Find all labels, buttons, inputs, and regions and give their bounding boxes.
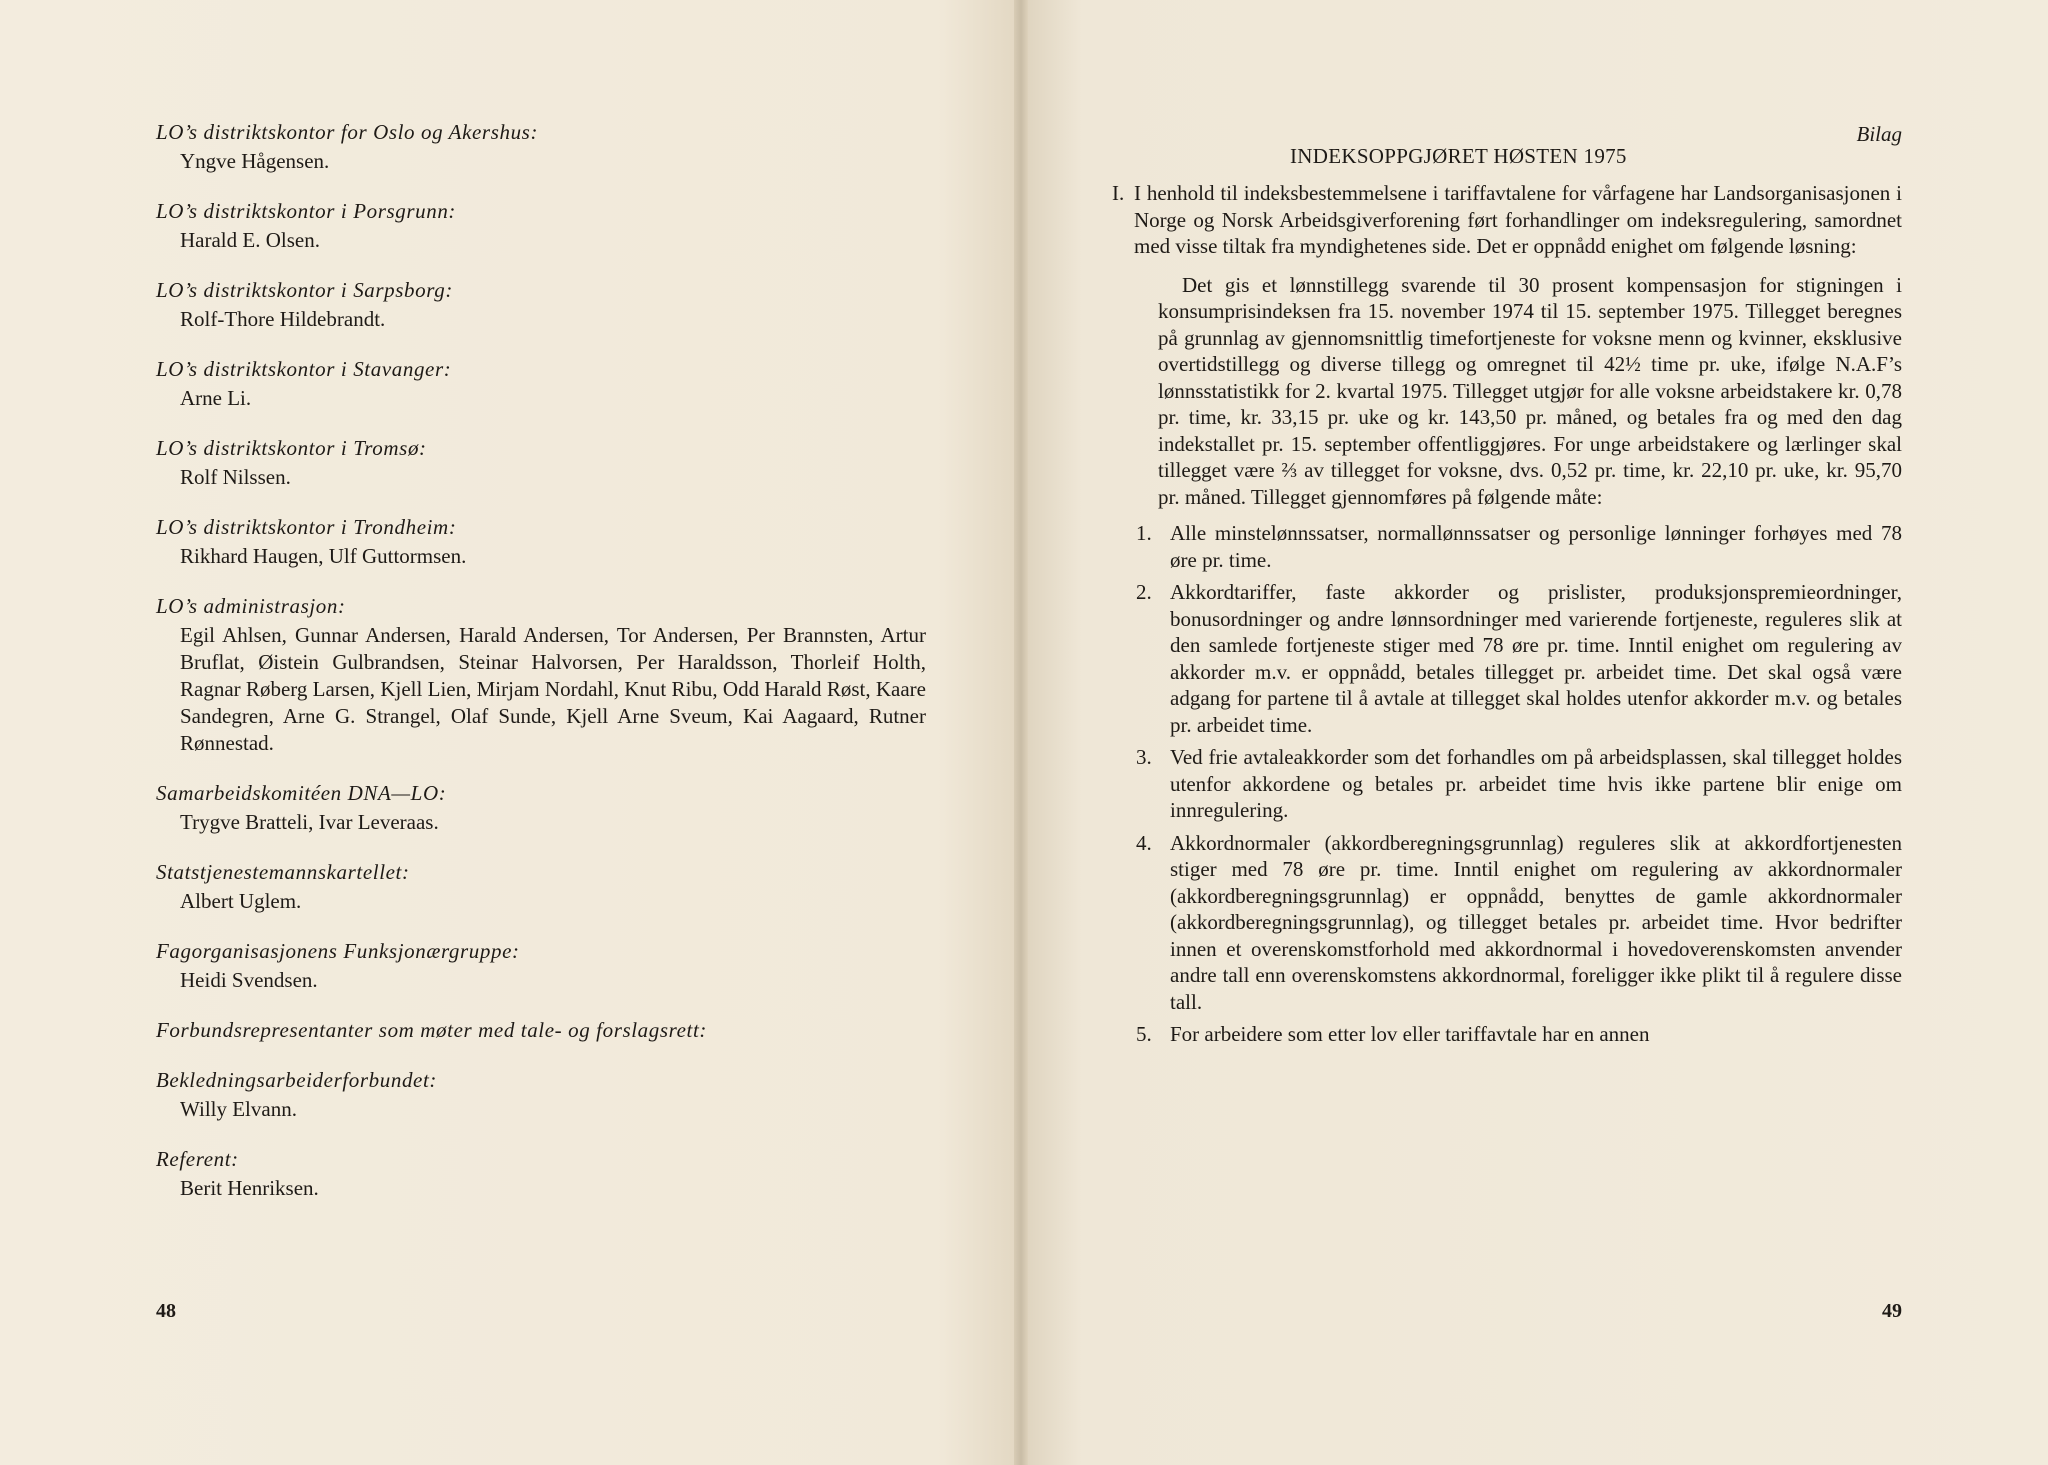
- entry-names: Rikhard Haugen, Ulf Guttormsen.: [180, 544, 467, 568]
- entry-names: Yngve Hågensen.: [180, 149, 330, 173]
- item-number: 4.: [1136, 830, 1152, 855]
- entry-names: Heidi Svendsen.: [180, 968, 318, 992]
- entry-names: Trygve Bratteli, Ivar Leveraas.: [180, 810, 439, 834]
- numbered-list: [1136, 520, 1902, 1048]
- list-entry: [156, 937, 926, 994]
- list-item: [1136, 830, 1902, 1016]
- intro-text: I henhold til indeksbestemmelsene i tariffavtalene for vårfagene har Landsorganisasjonen i Norge og Norsk Arbeidsgiverforening ført forhandlinger om indeksregulering, samordnet med visse tiltak fra myndighetenes side. Det er oppnådd enighet om følgende løsning:: [1134, 181, 1902, 258]
- entry-heading: Forbundsrepresentanter som møter med tale- og forslagsrett:: [156, 1018, 708, 1042]
- appendix-label: Bilag: [1856, 122, 1902, 146]
- entry-heading: LO’s distriktskontor i Sarpsborg:: [156, 278, 453, 302]
- entry-names: Willy Elvann.: [180, 1097, 297, 1121]
- item-text: Akkordtariffer, faste akkorder og prislister, produksjonspremieordninger, bonusordninger og andre lønnsordninger med varierende fortjeneste, reguleres slik at den samlede fortjeneste stiger med 78 øre pr. time. Inntil enighet om regulering av akkorder m.v. er oppnådd, betales tillegget pr. arbeidet time. Det skal også være adgang for partene til å avtale at tillegget skal holdes utenfor akkorder m.v. og betales pr. arbeidet time.: [1170, 580, 1902, 737]
- entry-names: Arne Li.: [180, 386, 252, 410]
- item-number: 3.: [1136, 745, 1152, 769]
- entry-heading: Statstjenestemannskartellet:: [156, 860, 410, 884]
- list-entry: [156, 1145, 926, 1202]
- page-number-left: 48: [156, 1300, 176, 1322]
- list-entry: [156, 197, 926, 254]
- list-entry: [156, 592, 926, 757]
- intro-paragraph: [1112, 180, 1902, 260]
- section-mark: I.: [1112, 181, 1125, 205]
- list-entry: [156, 779, 926, 836]
- left-page: [0, 0, 1020, 1465]
- agreement-text: [1112, 180, 1902, 1054]
- list-entry: [156, 1016, 926, 1044]
- list-entry: [156, 1066, 926, 1123]
- item-text: Alle minstelønnssatser, normallønnssatser og personlige lønninger forhøyes med 78 øre pr. time.: [1170, 521, 1902, 572]
- entry-heading: Fagorganisasjonens Funksjonærgruppe:: [156, 939, 520, 963]
- document-title: INDEKSOPPGJØRET HØSTEN 1975: [1290, 144, 1627, 168]
- list-entry: [156, 858, 926, 915]
- item-number: 5.: [1136, 1022, 1152, 1046]
- entry-heading: Bekledningsarbeiderforbundet:: [156, 1068, 438, 1092]
- list-item: [1136, 1021, 1902, 1048]
- item-number: 1.: [1136, 521, 1152, 545]
- right-page: [1020, 0, 2048, 1465]
- item-text: Ved frie avtaleakkorder som det forhandles om på arbeidsplassen, skal tillegget holdes utenfor akkordene og betales pr. arbeidet time hvis ikke partene blir enige om innregulering.: [1170, 745, 1902, 822]
- list-entry: [156, 434, 926, 491]
- entry-heading: LO’s distriktskontor i Tromsø:: [156, 436, 427, 460]
- entry-names: Albert Uglem.: [180, 889, 302, 913]
- page-number-right: 49: [1882, 1300, 1902, 1322]
- item-text: Akkordnormaler (akkordberegningsgrunnlag) reguleres slik at akkordfortjenesten stiger med 78 øre pr. time. Inntil enighet om regulering av akkordnormaler (akkordberegningsgrunnlag) er oppnådd, benyttes de gamle akkordnormaler (akkordberegningsgrunnlag), og tillegget betales pr. arbeidet time. Hvor bedrifter innen et overenskomstforhold med akkordnormal i hovedoverenskomsten anvender andre tall enn overenskomstens akkordnormal, foreligger ikke plikt til å regulere disse tall.: [1170, 830, 1902, 1014]
- entry-heading: LO’s distriktskontor for Oslo og Akershus:: [156, 120, 539, 144]
- entry-names: Rolf-Thore Hildebrandt.: [180, 307, 386, 331]
- entry-heading: LO’s distriktskontor i Porsgrunn:: [156, 199, 457, 223]
- list-item: [1136, 579, 1902, 738]
- entry-names: Egil Ahlsen, Gunnar Andersen, Harald Andersen, Tor Andersen, Per Brannsten, Artur Bruflat, Øistein Gulbrandsen, Steinar Halvorsen, Per Haraldsson, Thorleif Holth, Ragnar Røberg Larsen, Kjell Lien, Mirjam Nordahl, Knut Ribu, Odd Harald Røst, Kaare Sandegren, Arne G. Strangel, Olaf Sunde, Kjell Arne Sveum, Kai Aagaard, Rutner Rønnestad.: [180, 623, 926, 755]
- list-item: [1136, 744, 1902, 824]
- main-paragraph: Det gis et lønnstillegg svarende til 30 prosent kompensasjon for stigningen i konsumprisindeksen fra 15. november 1974 til 15. september 1975. Tillegget beregnes på grunnlag av gjennomsnittlig timefortjeneste for voksne menn og kvinner, eksklusive overtidstillegg og diverse tillegg og omregnet til 42½ time pr. uke, ifølge N.A.F’s lønnsstatistikk for 2. kvartal 1975. Tillegget utgjør for alle voksne arbeidstakere kr. 0,78 pr. time, kr. 33,15 pr. uke og kr. 143,50 pr. måned, og betales fra og med den dag indekstallet pr. 15. september offentliggjøres. For unge arbeidstakere og lærlinger skal tillegget være ⅔ av tillegget for voksne, dvs. 0,52 pr. time, kr. 22,10 pr. uke, kr. 95,70 pr. måned. Tillegget gjennomføres på følgende måte:: [1158, 272, 1902, 509]
- entry-heading: LO’s administrasjon:: [156, 594, 346, 618]
- list-entry: [156, 118, 926, 175]
- entry-names: Rolf Nilssen.: [180, 465, 291, 489]
- book-gutter: [1014, 0, 1028, 1465]
- entry-names: Berit Henriksen.: [180, 1176, 319, 1200]
- entry-heading: Referent:: [156, 1147, 239, 1171]
- list-entry: [156, 276, 926, 333]
- list-item: [1136, 520, 1902, 573]
- entry-heading: LO’s distriktskontor i Trondheim:: [156, 515, 457, 539]
- item-text: For arbeidere som etter lov eller tariffavtale har en annen: [1170, 1022, 1650, 1046]
- entry-heading: LO’s distriktskontor i Stavanger:: [156, 357, 452, 381]
- item-number: 2.: [1136, 580, 1152, 604]
- participant-list: [156, 118, 926, 1224]
- list-entry: [156, 513, 926, 570]
- entry-heading: Samarbeidskomitéen DNA—LO:: [156, 781, 447, 805]
- list-entry: [156, 355, 926, 412]
- entry-names: Harald E. Olsen.: [180, 228, 320, 252]
